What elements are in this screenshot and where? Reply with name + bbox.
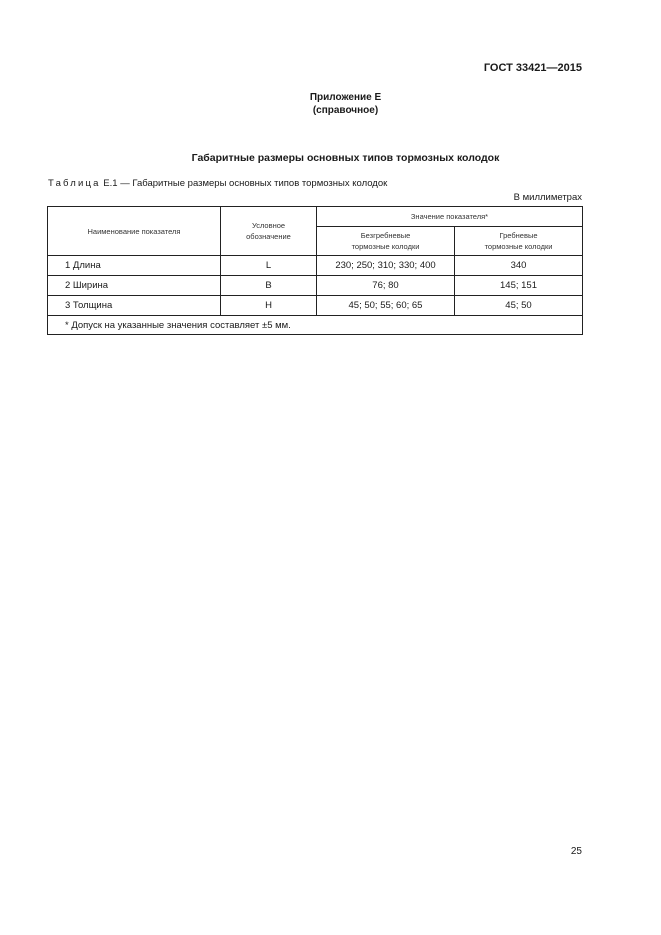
header-v2 [455,227,583,256]
appendix-title: Приложение Е [309,92,382,103]
document-code: ГОСТ 33421—2015 [483,62,582,74]
row-value-v2: 145; 151 [455,276,583,296]
table-row [48,296,583,316]
table-caption [48,178,387,189]
row-value-v2: 340 [455,256,583,276]
header-symbol-line1: Условное [251,221,286,230]
table-footnote: * Допуск на указанные значения составляет ±5 мм. [48,316,583,335]
header-symbol [221,207,317,256]
header-v2-line1: Гребневые [499,231,538,240]
units-note: В миллиметрах [513,192,582,203]
table-footnote-row [48,316,583,335]
header-v1-line2: тормозные колодки [351,242,420,251]
row-value-v1: 230; 250; 310; 330; 400 [317,256,455,276]
table-row [48,276,583,296]
header-v1 [317,227,455,256]
appendix-header [0,91,661,117]
header-v2-line2: тормозные колодки [484,242,553,251]
header-value-group: Значение показателя* [317,207,583,227]
table-caption-text: Е.1 — Габаритные размеры основных типов тормозных колодок [100,178,388,189]
table-caption-label: Таблица [48,178,101,189]
header-v1-line1: Безгребневые [360,231,411,240]
page-number: 25 [570,846,582,857]
row-value-v2: 45; 50 [455,296,583,316]
table-row [48,256,583,276]
appendix-subtitle: (справочное) [312,105,379,116]
row-value-v1: 76; 80 [317,276,455,296]
row-name: 2 Ширина [48,276,221,296]
table-header-row [48,207,583,227]
header-name: Наименование показателя [48,207,221,256]
section-heading: Габаритные размеры основных типов тормозных колодок [191,152,500,164]
row-symbol: L [221,256,317,276]
row-name: 3 Толщина [48,296,221,316]
row-symbol: B [221,276,317,296]
row-symbol: H [221,296,317,316]
row-name: 1 Длина [48,256,221,276]
header-symbol-line2: обозначение [246,232,291,241]
dimensions-table [47,206,583,335]
row-value-v1: 45; 50; 55; 60; 65 [317,296,455,316]
